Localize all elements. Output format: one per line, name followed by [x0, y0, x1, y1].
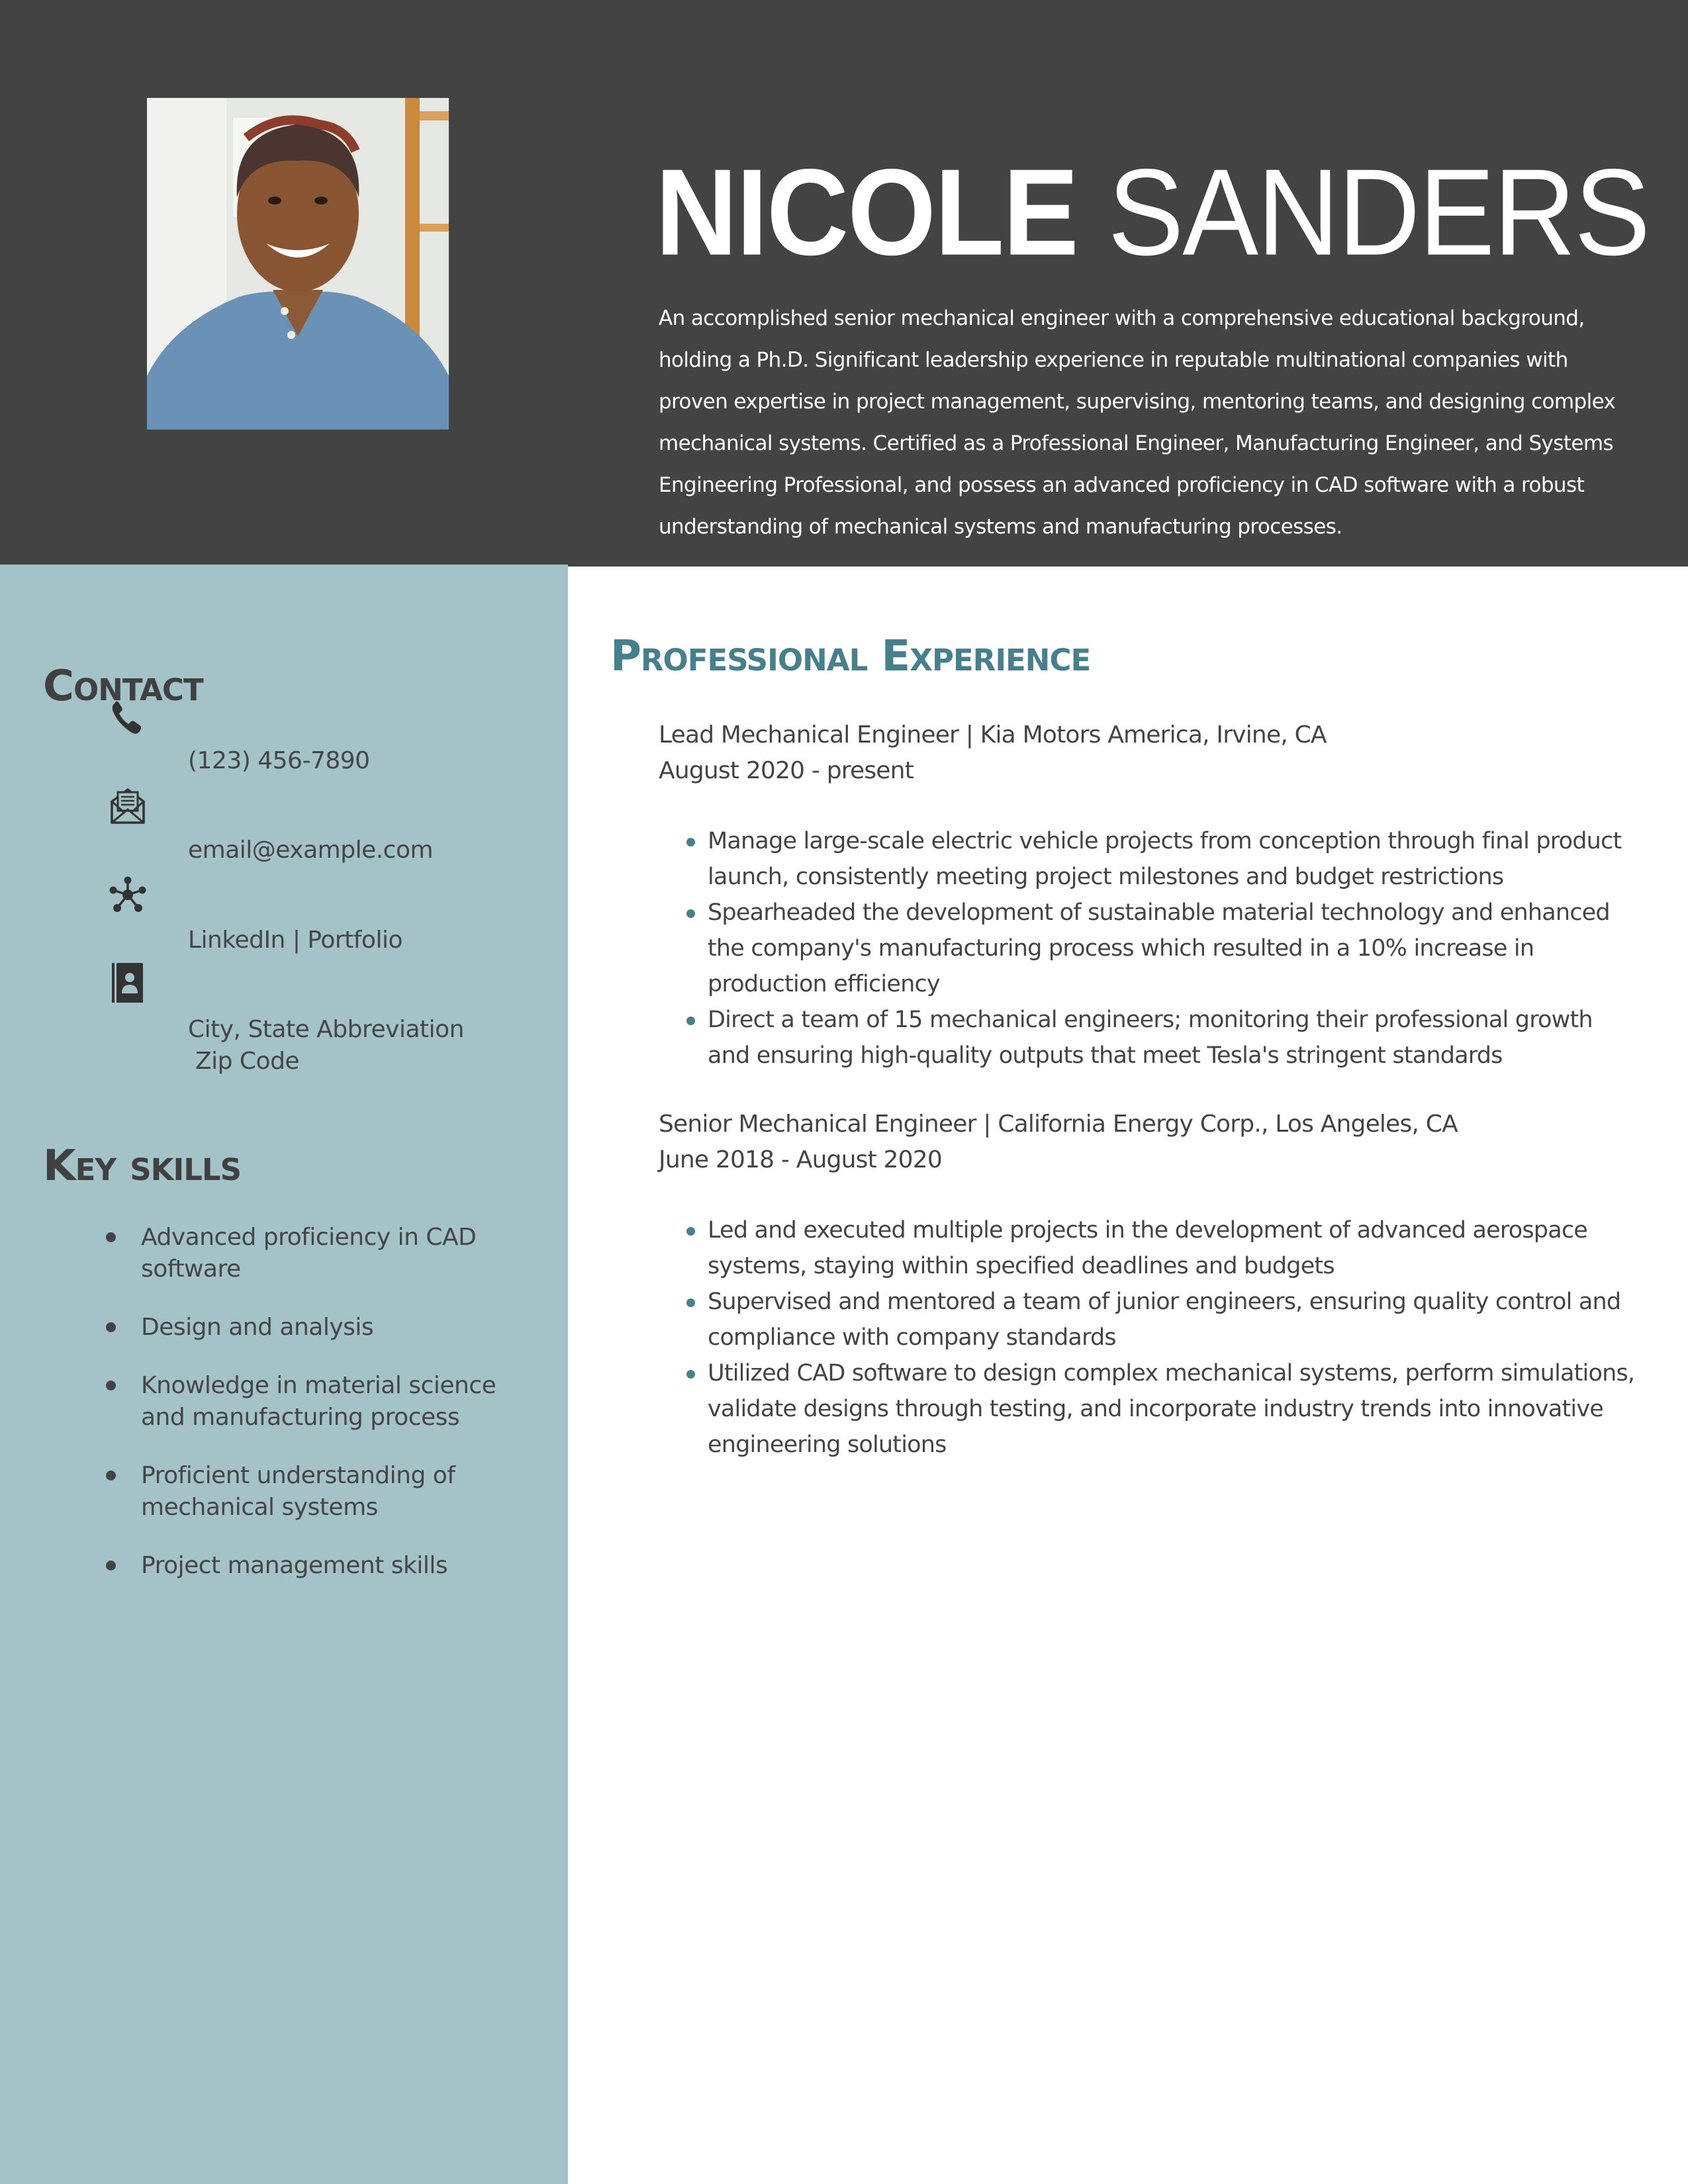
job-entry — [659, 717, 1638, 1073]
job-bullet — [659, 1212, 1638, 1284]
contact-address — [188, 1014, 464, 1077]
job-bullets — [659, 823, 1638, 1073]
header-banner — [0, 0, 1688, 567]
skill-label: Advanced proficiency in CAD software — [141, 1224, 477, 1283]
skill-item — [106, 1370, 516, 1433]
job-dates: August 2020 - present — [659, 757, 914, 784]
profile-photo — [147, 98, 449, 430]
contact-phone[interactable]: (123) 456-7890 — [188, 747, 370, 774]
bullet-dot — [106, 1381, 116, 1390]
skill-item — [106, 1222, 516, 1285]
skill-item — [106, 1312, 516, 1343]
first-name: NICOLE — [655, 144, 1078, 281]
full-name — [655, 144, 1650, 281]
address-city-state: City, State Abbreviation — [188, 1016, 464, 1043]
portrait-image — [147, 98, 449, 430]
contact-email[interactable]: email@example.com — [188, 837, 434, 864]
job-title: Lead Mechanical Engineer | Kia Motors America, Irvine, CA — [659, 721, 1327, 749]
bullet-dot — [686, 1370, 695, 1379]
address-zip: Zip Code — [188, 1048, 300, 1075]
bullet-dot — [106, 1561, 116, 1570]
job-bullet — [659, 823, 1638, 895]
job-bullet — [659, 1002, 1638, 1073]
address-book-icon — [108, 963, 148, 1003]
contact-links[interactable]: LinkedIn | Portfolio — [188, 927, 402, 954]
key-skills-heading: Key skills — [43, 1142, 241, 1191]
bullet-dot — [106, 1322, 116, 1332]
skill-label: Knowledge in material science and manufacturing process — [141, 1372, 496, 1431]
bullet-text: Led and executed multiple projects in the development of advanced aerospace systems, staying within specified deadlines and budgets — [708, 1217, 1588, 1279]
job-bullets — [659, 1212, 1638, 1463]
bullet-text: Supervised and mentored a team of junior engineers, ensuring quality control and compliance with company standards — [708, 1289, 1621, 1351]
skills-list — [106, 1222, 516, 1608]
bullet-dot — [106, 1232, 116, 1242]
open-envelope-icon — [108, 786, 148, 825]
skill-label: Design and analysis — [141, 1314, 374, 1341]
bullet-dot — [686, 909, 695, 918]
job-dates: June 2018 - August 2020 — [659, 1146, 942, 1173]
bullet-text: Direct a team of 15 mechanical engineers; monitoring their professional growth and ensuring high-quality outputs that meet Tesla's stringent standards — [708, 1007, 1593, 1069]
phone-icon — [108, 698, 148, 738]
skill-label: Project management skills — [141, 1552, 448, 1579]
bullet-text: Utilized CAD software to design complex mechanical systems, perform simulations, validate designs through testing, and incorporate industry trends into innovative engineering solutions — [708, 1360, 1635, 1458]
bullet-dot — [686, 1298, 695, 1307]
job-bullet — [659, 1284, 1638, 1355]
profile-summary: An accomplished senior mechanical engineer with a comprehensive educational background, holding a Ph.D. Significant leadership experience in reputable multinational companies with proven expertise in project management, supervising, mentoring teams, and designing complex mechanical systems. Certified as a Professional Engineer, Manufacturing Engineer, and Systems Engineering Professional, and possess an advanced proficiency in CAD software with a robust understanding of mechanical systems and manufacturing processes. — [659, 306, 1616, 539]
skill-item — [106, 1550, 516, 1582]
bullet-dot — [686, 838, 695, 846]
job-bullet — [659, 895, 1638, 1002]
skill-label: Proficient understanding of mechanical systems — [141, 1462, 455, 1521]
bullet-dot — [686, 1227, 695, 1236]
bullet-text: Manage large-scale electric vehicle projects from conception through final product launch, consistently meeting project milestones and budget restrictions — [708, 828, 1622, 890]
job-bullet — [659, 1355, 1638, 1463]
experience-heading: Professional Experience — [610, 632, 1091, 681]
bullet-dot — [686, 1017, 695, 1025]
bullet-dot — [106, 1471, 116, 1480]
last-name: SANDERS — [1107, 144, 1650, 281]
contact-heading: Contact — [43, 662, 203, 711]
skill-item — [106, 1460, 516, 1524]
bullet-text: Spearheaded the development of sustainable material technology and enhanced the company's manufacturing process which resulted in a 10% increase in production efficiency — [708, 899, 1610, 997]
network-icon — [108, 875, 148, 915]
job-title: Senior Mechanical Engineer | California Energy Corp., Los Angeles, CA — [659, 1111, 1458, 1138]
job-entry — [659, 1107, 1638, 1463]
